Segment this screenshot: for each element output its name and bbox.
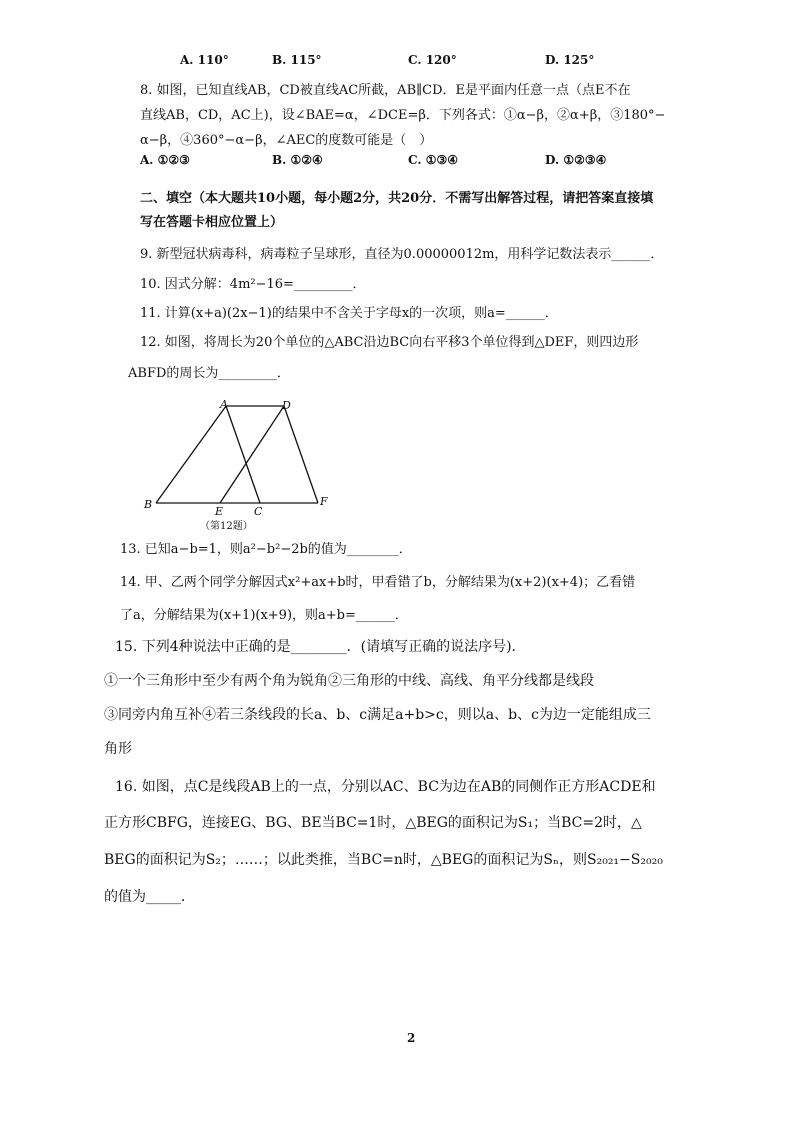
q14-line-1: 14. 甲、乙两个同学分解因式x²+ax+b时，甲看错了b，分解结果为(x+2)(x+4)；乙看错: [120, 575, 636, 590]
q8-choice-a: A. ①②③: [140, 153, 190, 167]
label-b: B: [144, 498, 153, 511]
seg-df: [284, 406, 318, 503]
q14-line-2: 了a，分解结果为(x+1)(x+9)，则a+b=______．: [120, 608, 408, 623]
q15-line-4: 角形: [104, 741, 132, 757]
q15-line-1: 15. 下列4种说法中正确的是________．(请填写正确的说法序号)．: [115, 639, 526, 655]
q13: 13. 已知a−b=1，则a²−b²−2b的值为________．: [120, 542, 412, 557]
label-c: C: [254, 505, 263, 518]
q15-line-3: ③同旁内角互补④若三条线段的长a、b、c满足a+b>c，则以a、b、c为边一定能组成三: [104, 707, 651, 723]
q16-line-3: BEG的面积记为S₂；……；以此类推，当BC=n时，△BEG的面积记为Sₙ，则S₂₀₂₁−S₂₀₂₀: [104, 852, 663, 868]
q16-line-4: 的值为_____．: [104, 889, 195, 905]
q8-choice-b: B. ①②④: [272, 153, 323, 167]
q8-choice-c: C. ①③④: [408, 153, 458, 167]
q7-choice-a: A. 110°: [180, 53, 229, 67]
figure-12-caption: （第12题）: [200, 521, 253, 532]
q10: 10. 因式分解：4m²−16=_________．: [140, 277, 366, 292]
q12-line-1: 12. 如图，将周长为20个单位的△ABC沿边BC向右平移3个单位得到△DEF，则四边形: [140, 335, 639, 350]
q15-line-2: ①一个三角形中至少有两个角为锐角②三角形的中线、高线、角平分线都是线段: [104, 673, 594, 689]
label-d: D: [282, 399, 291, 412]
label-e: E: [215, 505, 224, 518]
q7-choice-d: D. 125°: [545, 53, 595, 67]
q11: 11. 计算(x+a)(2x−1)的结果中不含关于字母x的一次项，则a=______．: [140, 306, 558, 321]
q8-line-2: 直线AB，CD，AC上)，设∠BAE=α，∠DCE=β．下列各式：①α−β，②α+β，③180°−: [140, 108, 666, 123]
seg-ac: [226, 406, 260, 503]
seg-ab: [156, 406, 226, 503]
q7-choice-c: C. 120°: [408, 53, 457, 67]
q8-line-3: α−β，④360°−α−β，∠AEC的度数可能是（ ）: [140, 133, 433, 148]
q8-choice-d: D. ①②③④: [545, 153, 607, 167]
page-number: 2: [407, 1031, 416, 1045]
q16-line-1: 16. 如图，点C是线段AB上的一点，分别以AC、BC为边在AB的同侧作正方形ACDE和: [115, 779, 656, 795]
figure-12: [138, 396, 338, 536]
section-2-heading-cont: 写在答题卡相应位置上）: [140, 215, 284, 230]
q12-line-2: ABFD的周长为_________．: [128, 366, 290, 381]
label-a: A: [220, 398, 228, 411]
q8-line-1: 8. 如图，已知直线AB，CD被直线AC所截，AB∥CD．E是平面内任意一点（点E不在: [140, 83, 631, 98]
seg-de: [220, 406, 284, 503]
q16-line-2: 正方形CBFG，连接EG、BG、BE当BC=1时，△BEG的面积记为S₁；当BC=2时，△: [104, 815, 642, 831]
section-2-heading: 二、填空（本大题共10小题，每小题2分，共20分．不需写出解答过程，请把答案直接填: [140, 191, 654, 206]
label-f: F: [320, 495, 328, 508]
q9: 9. 新型冠状病毒科，病毒粒子呈球形，直径为0.00000012m，用科学记数法表示______．: [140, 247, 664, 262]
q7-choice-b: B. 115°: [272, 53, 322, 67]
